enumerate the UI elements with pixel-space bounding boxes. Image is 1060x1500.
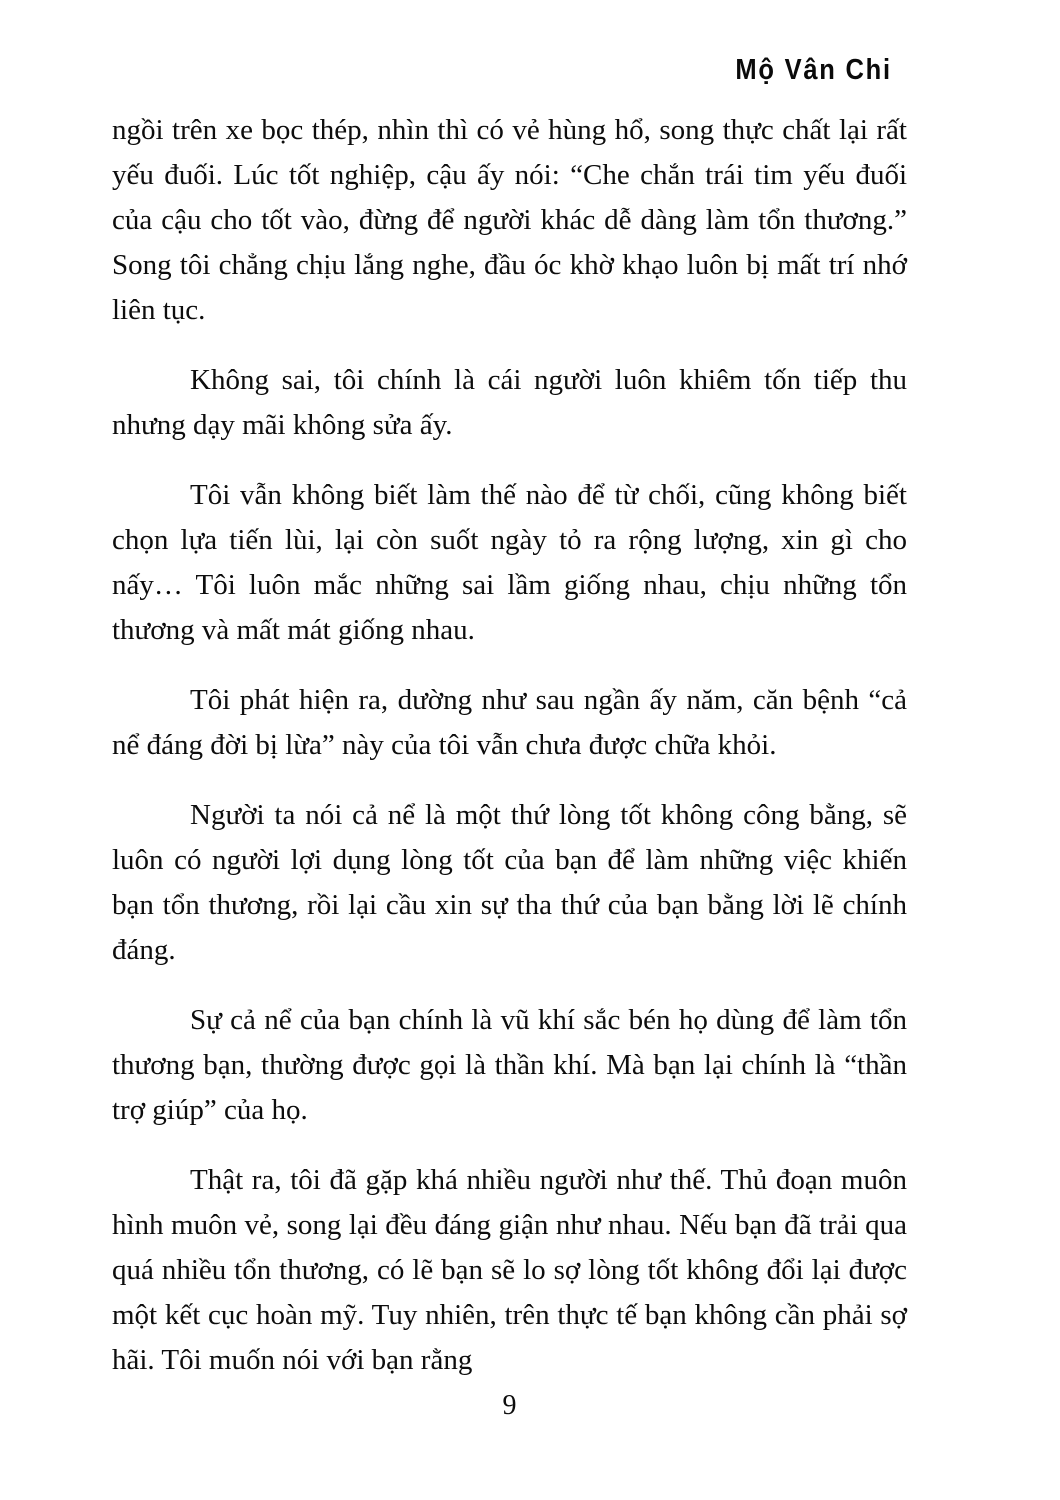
paragraph: Sự cả nể của bạn chính là vũ khí sắc bén họ dùng để làm tổn thương bạn, thường được gọi là thần khí. Mà bạn lại chính là “thần trợ giúp” của họ. [112, 1004, 907, 1126]
paragraph: Người ta nói cả nể là một thứ lòng tốt không công bằng, sẽ luôn có người lợi dụng lòng tốt của bạn để làm những việc khiến bạn tổn thương, rồi lại cầu xin sự tha thứ của bạn bằng lời lẽ chính đáng. [112, 799, 907, 966]
page-number: 9 [502, 1390, 517, 1421]
paragraph: Không sai, tôi chính là cái người luôn khiêm tốn tiếp thu nhưng dạy mãi không sửa ấy. [112, 364, 907, 441]
running-header [0, 54, 892, 87]
paragraph: ngồi trên xe bọc thép, nhìn thì có vẻ hùng hổ, song thực chất lại rất yếu đuối. Lúc tốt nghiệp, cậu ấy nói: “Che chắn trái tim yếu đuối của cậu cho tốt vào, đừng để người khác dễ dàng làm tổn thương.” Song tôi chẳng chịu lắng nghe, đầu óc khờ khạo luôn bị mất trí nhớ liên tục. [112, 114, 907, 326]
paragraph: Tôi phát hiện ra, dường như sau ngần ấy năm, căn bệnh “cả nể đáng đời bị lừa” này của tôi vẫn chưa được chữa khỏi. [112, 684, 907, 761]
paragraph: Thật ra, tôi đã gặp khá nhiều người như thế. Thủ đoạn muôn hình muôn vẻ, song lại đều đáng giận như nhau. Nếu bạn đã trải qua quá nhiều tổn thương, có lẽ bạn sẽ lo sợ lòng tốt không đổi lại được một kết cục hoàn mỹ. Tuy nhiên, trên thực tế bạn không cần phải sợ hãi. Tôi muốn nói với bạn rằng [112, 1164, 907, 1376]
running-header-author: Mộ Vân Chi [735, 54, 892, 86]
paragraph: Tôi vẫn không biết làm thế nào để từ chối, cũng không biết chọn lựa tiến lùi, lại còn suốt ngày tỏ ra rộng lượng, xin gì cho nấy… Tôi luôn mắc những sai lầm giống nhau, chịu những tổn thương và mất mát giống nhau. [112, 479, 907, 646]
page-body [112, 108, 907, 1408]
